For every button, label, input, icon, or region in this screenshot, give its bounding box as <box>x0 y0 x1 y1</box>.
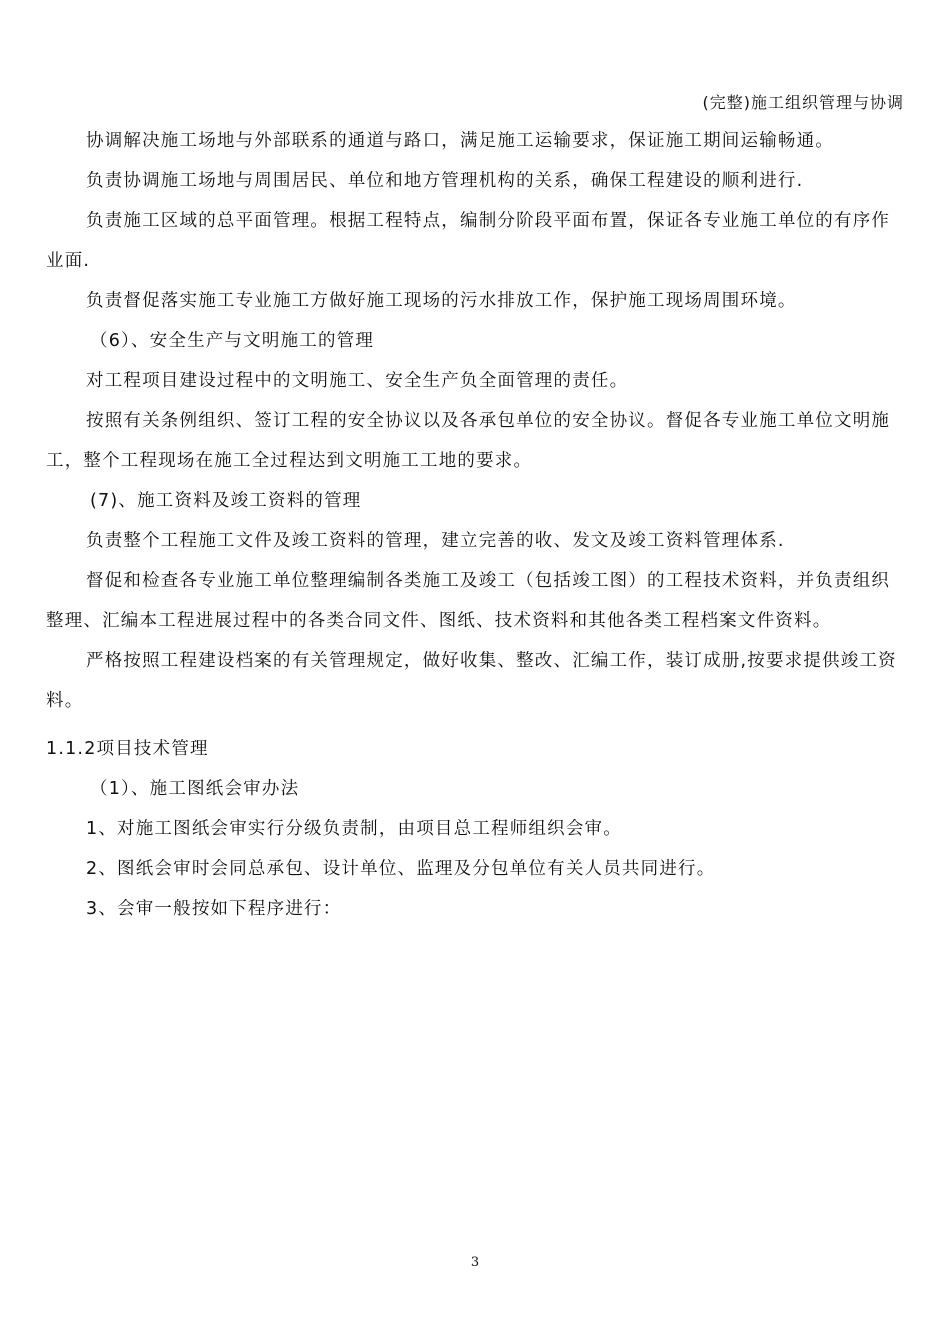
subheading-safety-civilized-construction: （6）、安全生产与文明施工的管理 <box>90 331 375 351</box>
paragraph-technical-records: 督促和检查各专业施工单位整理编制各类施工及竣工（包括竣工图）的工程技术资料，并负责组织整理、汇编本工程进展过程中的各类合同文件、图纸、技术资料和其他各类工程档案文件资料。 <box>46 571 891 631</box>
paragraph-document-management: 负责整个工程施工文件及竣工资料的管理，建立完善的收、发文及竣工资料管理体系. <box>86 531 785 551</box>
paragraph-safety-responsibility: 对工程项目建设过程中的文明施工、安全生产负全面管理的责任。 <box>86 371 629 391</box>
running-header: (完整)施工组织管理与协调 <box>702 93 904 112</box>
paragraph-neighbour-relations: 负责协调施工场地与周围居民、单位和地方管理机构的关系，确保工程建设的顺利进行. <box>86 171 804 191</box>
body-text <box>46 121 904 929</box>
paragraph-sewage-discharge: 负责督促落实施工专业施工方做好施工现场的污水排放工作，保护施工现场周围环境。 <box>86 291 797 311</box>
subheading-drawing-review: （1）、施工图纸会审办法 <box>90 779 300 799</box>
page-number: 3 <box>470 1255 480 1270</box>
paragraph-site-layout: 负责施工区域的总平面管理。根据工程特点，编制分阶段平面布置，保证各专业施工单位的有序作业面. <box>46 211 891 271</box>
section-heading-technical-management: 1.1.2项目技术管理 <box>46 739 209 759</box>
paragraph-road-access: 协调解决施工场地与外部联系的通道与路口，满足施工运输要求，保证施工期间运输畅通。 <box>86 131 834 151</box>
list-item-review-procedure: 3、会审一般按如下程序进行： <box>86 899 342 919</box>
list-item-review-responsibility: 1、对施工图纸会审实行分级负责制，由项目总工程师组织会审。 <box>86 819 622 839</box>
paragraph-archive-rules: 严格按照工程建设档案的有关管理规定，做好收集、整改、汇编工作，装订成册,按要求提供竣工资料。 <box>46 651 897 711</box>
subheading-construction-documents: (7)、施工资料及竣工资料的管理 <box>90 491 362 511</box>
paragraph-safety-agreements: 按照有关条例组织、签订工程的安全协议以及各承包单位的安全协议。督促各专业施工单位文明施工，整个工程现场在施工全过程达到文明施工工地的要求。 <box>46 411 891 471</box>
list-item-review-participants: 2、图纸会审时会同总承包、设计单位、监理及分包单位有关人员共同进行。 <box>86 859 716 879</box>
